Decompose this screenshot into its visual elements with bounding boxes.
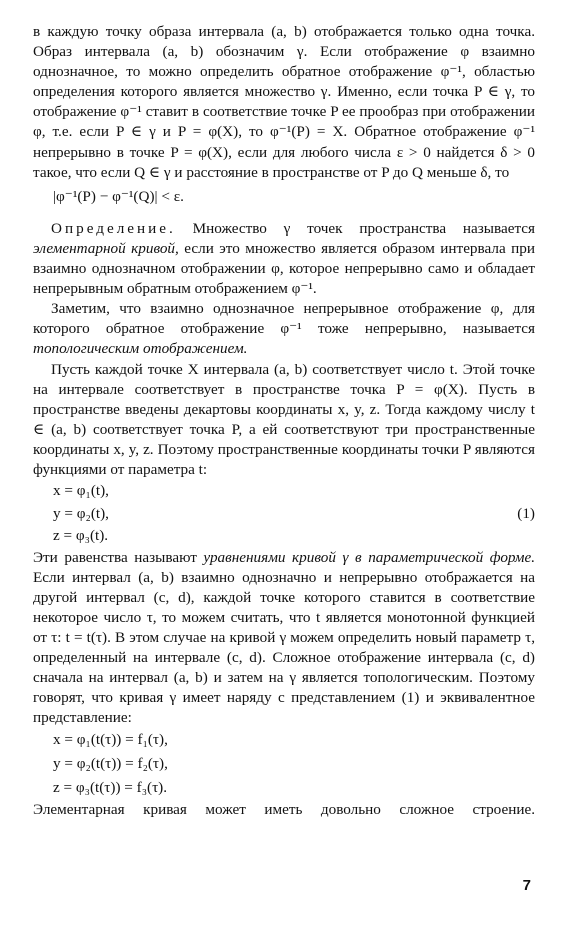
equation-system-1	[53, 480, 535, 548]
formula-inverse-continuity: |φ⁻¹(P) − φ⁻¹(Q)| < ε.	[53, 187, 184, 205]
page-body	[33, 22, 535, 821]
paragraph-closing: Элементарная кривая может иметь довольно сложное строение.	[33, 801, 535, 819]
paragraph-definition	[33, 219, 535, 299]
page-number: 7	[522, 877, 531, 894]
parametric-text-2: Если интервал (a, b) взаимно однозначно и непрерывно отображается на другой интервал (c, d), каждой точке которого ставится в соответствие некоторое число τ, то можем считать, что t является монотонной функцией от τ: t = t(τ). В этом случае на кривой γ можем определить новый параметр τ, определенный на интервале (c, d). Сложное отображение интервала (c, d) сначала на интервал (a, b) и затем на γ является топологическим. Поэтому говорят, что кривая γ имеет наряду с представлением (1) и эквивалентное представление:	[33, 568, 535, 727]
paragraph-parametric-form	[33, 548, 535, 729]
parametric-term: уравнениями кривой γ в параметрической форме.	[203, 548, 535, 566]
equation-line: y = φ₂(t(τ)) = f₂(τ),	[53, 755, 168, 773]
equation-number: (1)	[517, 504, 535, 522]
paragraph-parameter: Пусть каждой точке X интервала (a, b) соответствует число t. Этой точке на интервале соответствует в пространстве точка P = φ(X). Пусть в пространстве введены декартовы координаты x, y, z. Тогда каждому числу t ∈ (a, b) соответствует точка P, а ей соответствуют три пространственные координаты x, y, z. Поэтому пространственные координаты точки P являются функциями от параметра t:	[33, 360, 535, 478]
equation-system-2	[53, 728, 535, 800]
definition-text-2: если это множество является образом интервала при взаимно однозначном отображении φ, которое непрерывно само и обладает непрерывным обратным отображением φ⁻¹.	[33, 239, 535, 298]
equation-line: y = φ₂(t),	[53, 504, 109, 522]
paragraph-topological	[33, 299, 535, 359]
paragraph-inverse-mapping: в каждую точку образа интервала (a, b) отображается только одна точка. Образ интервала (a, b) обозначим γ. Если отображение φ взаимно однозначное, то можно определить обратное отображение φ⁻¹, областью определения которого является множество γ. Именно, если точка P ∈ γ, то отображение φ⁻¹ ставит в соответствие точке P ее прообраз при отображении φ, т.е. если P ∈ γ и P = φ(X), то φ⁻¹(P) = X. Обратное отображение φ⁻¹ непрерывно в точке P = φ(X), если для любого числа ε > 0 найдется δ > 0 такое, что если Q ∈ γ и расстояние в пространстве от P до Q меньше δ, то	[33, 23, 535, 181]
parametric-text-1: Эти равенства называют	[33, 548, 204, 566]
equation-line: z = φ₃(t(τ)) = f₃(τ).	[53, 779, 168, 797]
definition-term: элементарной кривой,	[33, 239, 179, 257]
equation-line: z = φ₃(t).	[53, 527, 109, 545]
definition-text-1: Множество γ точек пространства называется	[175, 219, 535, 237]
equation-line: x = φ₁(t(τ)) = f₁(τ),	[53, 731, 168, 749]
definition-label: Определение.	[51, 219, 176, 237]
topological-term: топологическим отображением.	[33, 340, 248, 358]
equation-line: x = φ₁(t),	[53, 482, 109, 500]
topological-text: Заметим, что взаимно однозначное непрерывное отображение φ, для которого обратное отображение φ⁻¹ тоже непрерывно, называется	[33, 300, 535, 338]
